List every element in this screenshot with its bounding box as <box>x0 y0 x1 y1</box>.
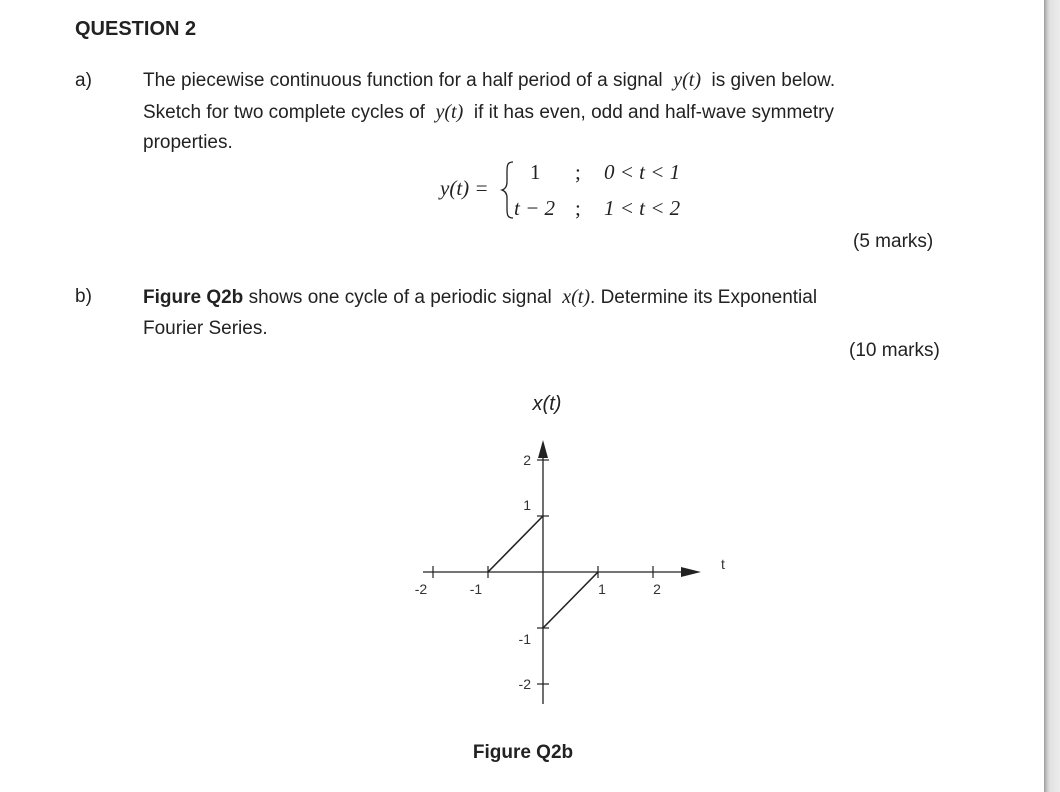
signal-segment-2 <box>543 572 598 628</box>
figure-caption: Figure Q2b <box>472 742 574 763</box>
signal-x-inline: x(t) <box>562 286 591 308</box>
signal-segment-1 <box>488 516 543 572</box>
figure-reference: Figure Q2b <box>143 287 244 308</box>
y-axis-arrow <box>538 440 548 458</box>
part-a-line2-pre: Sketch for two complete cycles of <box>143 101 425 123</box>
y-tick-label: 2 <box>523 452 531 468</box>
case2-separator: ; <box>575 196 581 220</box>
case1-expr: 1 <box>530 160 541 184</box>
part-a-marks: (5 marks) <box>853 231 934 252</box>
x-tick-label: -1 <box>469 581 483 597</box>
case2-condition: 1 < t < 2 <box>604 196 681 220</box>
case1-separator: ; <box>575 160 581 184</box>
question-title: QUESTION 2 <box>75 18 197 40</box>
figure-q2b <box>380 385 740 775</box>
y-tick-label: 1 <box>523 497 531 513</box>
part-b-line-2: Fourier Series. <box>143 317 268 339</box>
part-a-text <box>143 65 835 159</box>
x-tick-label: 1 <box>598 581 606 597</box>
part-a-line1-post: is given below. <box>711 70 836 91</box>
part-a-label: a) <box>75 70 92 91</box>
signal-y-inline-2: y(t) <box>435 100 464 123</box>
part-b-line1-mid: shows one cycle of a periodic signal <box>248 287 552 308</box>
y-tick-label: -1 <box>518 631 531 647</box>
signal-y-inline: y(t) <box>673 69 701 91</box>
part-a-line-3: properties. <box>143 132 233 153</box>
chart-title: x(t) <box>532 393 562 415</box>
part-a-line-1 <box>143 65 835 97</box>
page-edge-shadow <box>1044 0 1060 792</box>
x-tick-label: 2 <box>653 581 661 597</box>
equation-lhs: y(t) = <box>440 176 489 200</box>
part-b-label: b) <box>75 286 92 307</box>
part-b-line-1 <box>143 282 817 314</box>
part-b-line1-post: . Determine its Exponential <box>590 287 818 308</box>
x-axis-arrow <box>681 567 701 577</box>
x-tick-label: -2 <box>414 581 428 597</box>
part-a-line2-post: if it has even, odd and half-wave symmetry <box>473 101 834 123</box>
part-b-marks: (10 marks) <box>849 340 940 361</box>
part-a-line1-pre: The piecewise continuous function for a half period of a signal <box>143 70 663 91</box>
y-tick-label: -2 <box>518 676 531 692</box>
x-axis-label: t <box>721 556 725 572</box>
case1-condition: 0 < t < 1 <box>604 160 681 184</box>
part-b-text <box>143 282 817 344</box>
case2-expr: t − 2 <box>514 196 556 220</box>
part-a-line-2 <box>143 97 835 129</box>
